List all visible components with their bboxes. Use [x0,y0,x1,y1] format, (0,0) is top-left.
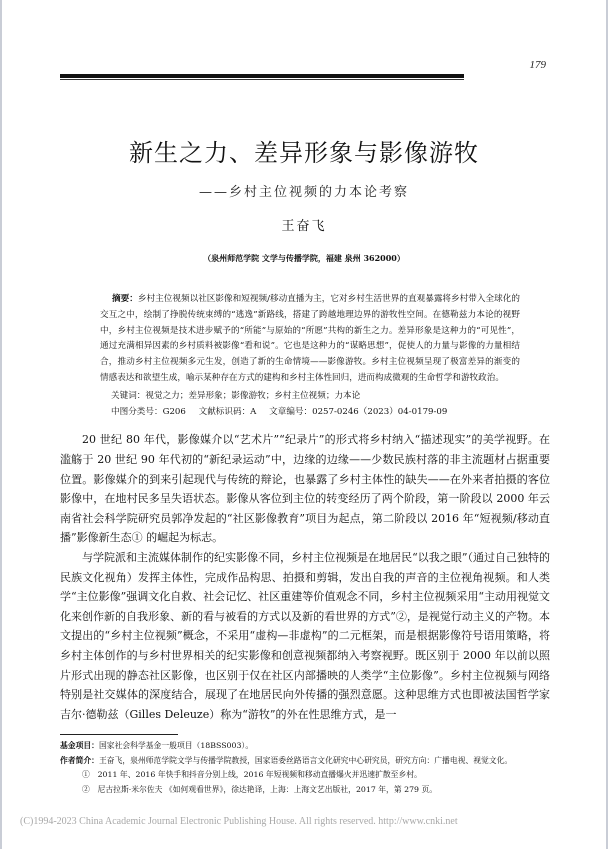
clc-value: G206 [162,406,186,417]
abstract-text: 乡村主位视频以社区影像和短视频/移动直播为主，它对乡村生活世界的直观暴露将乡村带入全球化的交互之中，绘制了挣脱传统束缚的“逃逸”新路线，搭建了跨越地理边界的游牧性空间。在德勒兹力本论的视野中，乡村主位视频是技术进步赋予的“所能”与原始的“所愿”共构的新生之力。差异形象是这种力的“可见性”，通过充满相异因素的乡村质料被影像“看和说”。它也是这种力的“谋略思想”，促使人的力量与影像的力量相结合，推动乡村主位视频多元生发，创造了新的生命情境——影像游牧。乡村主位视频呈现了极富差异的渐变的情感表达和欲望生成，喻示某种存在方式的建构和乡村主体性回归，进而构成微观的生命哲学和游牧政治。 [100,294,520,383]
header-rules [60,74,464,80]
keywords [111,389,541,405]
article-id-field [269,405,447,421]
doc-code-field [199,405,257,421]
clc-label: 中图分类号： [111,406,163,417]
clc-field [111,405,186,421]
abstract-label: 摘要： [112,294,138,304]
fund-label: 基金项目： [60,741,99,751]
keywords-text: 视觉之力；差异形象；影像游牧；乡村主位视频；力本论 [145,390,361,401]
fund-note [60,739,550,754]
footnotes [60,739,550,797]
author-affiliation: （泉州师范学院 文学与传播学院，福建 泉州 362000） [203,253,405,263]
page-number: 179 [529,59,546,71]
bio-label: 作者简介： [60,755,99,765]
article-id-value: 0257-0246（2023）04-0179-09 [312,406,448,417]
article-id-label: 文章编号： [269,406,313,417]
body-text [60,430,550,724]
article-title: 新生之力、差异形象与影像游牧 [129,139,479,167]
body-paragraph: 20 世纪 80 年代，影像媒介以“艺术片”“纪录片”的形式将乡村纳入“描述现实”的美学视野。在滥觞于 20 世纪 90 年代初的“新纪录运动”中，边缘的边缘——少数民族村落的非主流题材占据重要位置。影像媒介的到来引起现代与传统的辩论，也暴露了乡村主体性的缺失——在外来者拍摄的客位影像中，在地村民多呈失语状态。影像从客位到主位的转变经历了两个阶段，第一阶段以 2000 年云南省社会科学院研究员郭净发起的“社区影像教育”项目为起点，第二阶段以 2016 年“短视频/移动直播”影像新生态① 的崛起为标志。 [60,433,550,545]
footnote-2: ② 尼古拉斯·米尔佐夫 《如何观看世界》，徐达艳译，上海：上海文艺出版社，2017 年，第 279 页。 [82,784,438,794]
header-rule-thin [60,79,464,80]
doc-code-value: A [250,406,257,417]
doc-code-label: 文献标识码： [198,406,251,417]
article-subtitle: ——乡村主位视频的力本论考察 [198,185,409,200]
copyright-watermark: (C)1994-2023 China Academic Journal Electronic Publishing House. All rights reserved. http://www.cnki.net [20,816,458,828]
footnote-1: ① 2011 年、2016 年快手和抖音分别上线，2016 年短视频和移动直播爆火并迅速扩散至乡村。 [82,770,422,780]
bio-text: 王奋飞，泉州师范学院文学与传播学院教授，国家语委丝路语言文化研究中心研究员，研究方向：广播电视、视觉文化。 [98,755,513,765]
classification-line [111,405,541,421]
fund-text: 国家社会科学基金一般项目（18BSS003）。 [98,741,254,751]
author-bio [60,754,550,769]
footnote-separator [60,734,178,735]
abstract [100,292,520,387]
body-paragraph: 与学院派和主流媒体制作的纪实影像不同，乡村主位视频是在地居民“以我之眼”（通过自己独特的民族文化视角）发挥主体性，完成作品构思、拍摄和剪辑，发出自我的声音的主位视角视频。和人类学“主位影像”强调文化自救、社会记忆、社区重建等价值观念不同，乡村主位视频采用“主动用视觉文化来创作新的自我形象、新的看与被看的方式以及新的看世界的方式”②，是视觉行动主义的产物。本文提出的“乡村主位视频”概念，不采用“虚构—非虚构”的二元框架，而是根据影像符号语用策略，将乡村主体创作的与乡村世界相关的纪实影像和创意视频都纳入考察视野。既区别于 2000 年以前以照片形式出现的静态社区影像，也区别于仅在社区内部播映的人类学“主位影像”。乡村主位视频与网络特别是社交媒体的深度结合，展现了在地居民向外传播的强烈意愿。这种思维方式也即被法国哲学家吉尔·德勒兹（Gilles Deleuze）称为“游牧”的外在性思维方式，是一 [60,550,550,721]
header-rule-thick [60,74,464,78]
keywords-label: 关键词： [111,390,146,401]
article-author: 王奋飞 [281,219,327,234]
